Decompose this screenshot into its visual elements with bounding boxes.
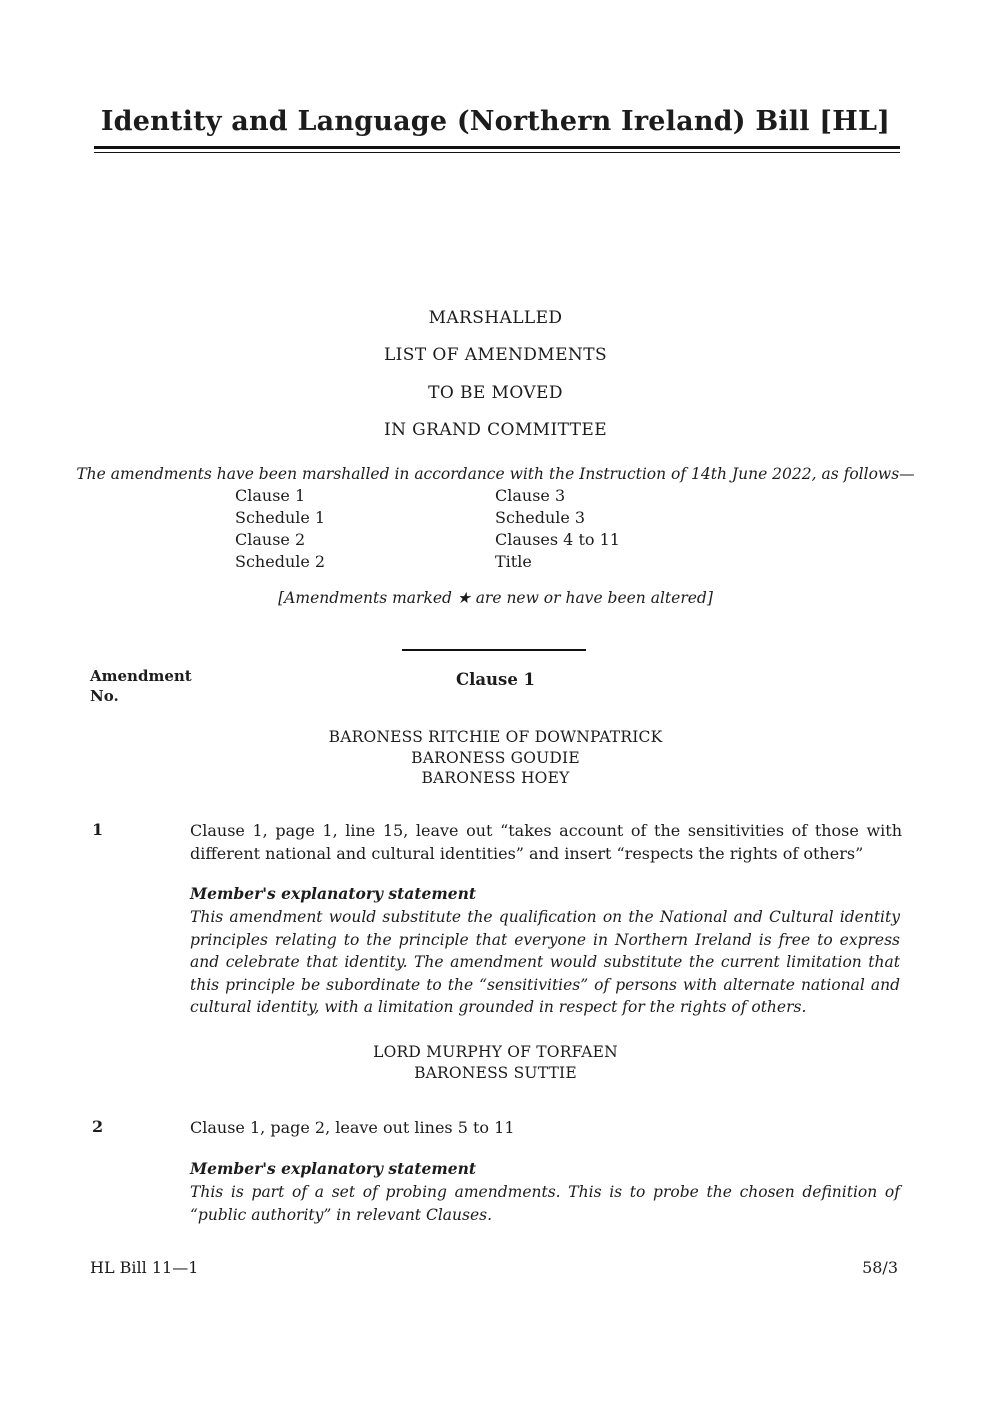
marshalling-item: Clauses 4 to 11 [495, 530, 620, 549]
sponsor-name: BARONESS SUTTIE [414, 1063, 577, 1082]
amendment-1-text: Clause 1, page 1, line 15, leave out “takes account of the sensitivities of those with different national and cultural identities” and insert “respects the rights of others” [190, 821, 902, 863]
page-title: Identity and Language (Northern Ireland) Bill [HL] [100, 106, 891, 137]
marshalling-item: Clause 1 [235, 486, 306, 505]
footer-bill-number: HL Bill 11—1 [90, 1258, 199, 1277]
amendment-no-line1: Amendment [90, 667, 192, 685]
amendment-2-explanatory-heading: Member's explanatory statement [190, 1159, 477, 1178]
title-rule-top [94, 146, 900, 149]
footer-page-code: 58/3 [862, 1258, 898, 1277]
marshalling-instruction: The amendments have been marshalled in accordance with the Instruction of 14th June 2022, as follows— [76, 465, 915, 483]
amendment-2-number: 2 [92, 1117, 104, 1136]
marshalling-column-right [495, 485, 620, 573]
separator-rule [402, 649, 586, 651]
marshalling-item: Schedule 1 [235, 508, 326, 527]
sponsor-name: LORD MURPHY OF TORFAEN [373, 1043, 618, 1061]
title-rule-bottom [94, 152, 900, 153]
amendment-1-explanatory-heading: Member's explanatory statement [190, 884, 477, 903]
amendment-2-text: Clause 1, page 2, leave out lines 5 to 11 [190, 1118, 515, 1137]
marshalling-item: Schedule 3 [495, 508, 586, 527]
marshalling-column-left [235, 485, 325, 573]
sponsor-name: BARONESS HOEY [421, 769, 570, 788]
marshalling-item: Clause 2 [235, 530, 306, 549]
amendment-2-explanatory-text: This is part of a set of probing amendments. This is to probe the chosen definition of “public authority” in relevant Clauses. [190, 1183, 900, 1224]
amendment-1-explanatory-text: This amendment would substitute the qualification on the National and Cultural identity principles relating to the principle that everyone in Northern Ireland is free to express and celebrate that identity. The amendment would substitute the current limitation that this principle be subordinate to the “sensitivities” of persons with alternate national and cultural identity, with a limitation grounded in respect for the rights of others. [190, 908, 900, 1016]
sponsor-name: BARONESS GOUDIE [411, 748, 580, 767]
clause-1-header: Clause 1 [455, 670, 536, 689]
sponsor-group-2 [0, 1042, 991, 1083]
heading-list-of-amendments: LIST OF AMENDMENTS [383, 345, 607, 365]
marshalling-item: Title [495, 552, 532, 571]
marshalling-item: Clause 3 [495, 486, 566, 505]
amendment-1-number: 1 [92, 820, 104, 839]
heading-in-grand-committee: IN GRAND COMMITTEE [383, 420, 608, 440]
heading-to-be-moved: TO BE MOVED [428, 383, 563, 403]
star-legend-note: [Amendments marked ★ are new or have been altered] [278, 589, 713, 607]
sponsor-group-1 [0, 727, 991, 789]
marshalling-item: Schedule 2 [235, 552, 326, 571]
heading-marshalled: MARSHALLED [428, 308, 563, 328]
amendment-no-line2: No. [90, 687, 119, 705]
sponsor-name: BARONESS RITCHIE OF DOWNPATRICK [328, 728, 663, 746]
